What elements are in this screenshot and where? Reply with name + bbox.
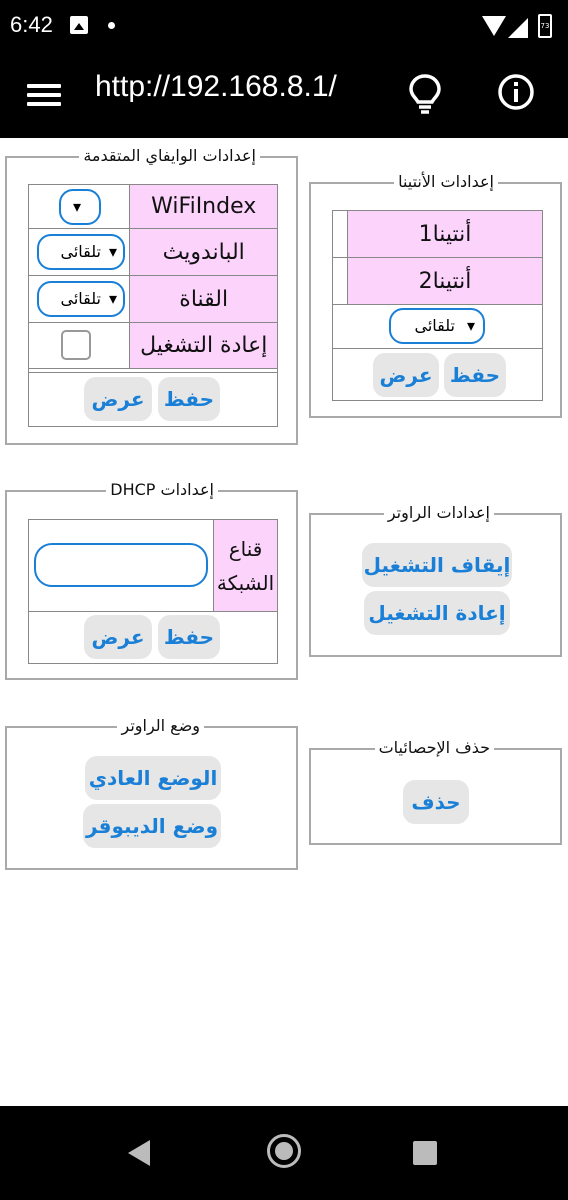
dhcp-save-button[interactable]: حفظ (158, 615, 220, 659)
wifi-actions-cell (29, 373, 278, 427)
antenna-settings-section (309, 172, 562, 418)
antenna-view-button[interactable]: عرض (373, 353, 439, 397)
subnet-mask-label: قناع الشبكة (214, 520, 278, 612)
wifiindex-label: WiFiIndex (130, 185, 278, 229)
battery-icon: 73 (538, 14, 552, 38)
dhcp-table (28, 519, 278, 664)
channel-select[interactable]: تلقائى ▾ (37, 281, 125, 317)
dhcp-settings-section (5, 480, 298, 680)
bandwidth-label: الباندويث (130, 229, 278, 276)
notification-dot-icon (108, 22, 115, 29)
antenna2-label: أنتينا2 (348, 258, 543, 305)
restart-label: إعادة التشغيل (130, 323, 278, 369)
wifi-settings-legend: إعدادات الوايفاي المتقدمة (79, 146, 260, 165)
home-icon[interactable] (267, 1134, 301, 1168)
router-stop-button[interactable]: إيقاف التشغيل (362, 543, 512, 587)
wifi-settings-table (28, 184, 278, 427)
antenna-table (332, 210, 543, 401)
page-url: http://192.168.8.1/ (95, 70, 337, 103)
menu-icon[interactable] (27, 78, 61, 112)
dhcp-settings-legend: إعدادات DHCP (106, 480, 218, 499)
status-time: 6:42 (10, 12, 53, 37)
wifi-settings-section (5, 146, 298, 445)
stats-legend: حذف الإحصائيات (375, 738, 494, 757)
channel-label: القناة (130, 276, 278, 323)
restart-checkbox[interactable] (61, 330, 91, 360)
subnet-input-cell (29, 520, 214, 612)
router-mode-section (5, 716, 298, 870)
wifi-save-button[interactable]: حفظ (158, 377, 220, 421)
image-notification-icon (70, 16, 88, 34)
router-settings-section (309, 503, 562, 657)
antenna-select[interactable]: تلقائى ▾ (389, 308, 485, 344)
antenna-select-cell (333, 305, 543, 349)
stats-section (309, 738, 562, 845)
antenna-select-value: تلقائى (414, 316, 455, 335)
antenna2-spacer (333, 258, 348, 305)
normal-mode-button[interactable]: الوضع العادي (85, 756, 221, 800)
dhcp-actions-cell (29, 612, 278, 664)
wifiindex-select-cell (29, 185, 130, 229)
delete-stats-button[interactable]: حذف (403, 780, 469, 824)
status-bar (0, 0, 568, 54)
dhcp-view-button[interactable]: عرض (84, 615, 152, 659)
wifi-icon (482, 16, 506, 36)
app-bar (0, 54, 568, 138)
channel-select-value: تلقائى (60, 289, 101, 308)
subnet-mask-input[interactable] (34, 543, 208, 587)
wifiindex-select[interactable]: ▾ (59, 189, 101, 225)
bandwidth-select-cell (29, 229, 130, 276)
lightbulb-icon[interactable] (405, 72, 445, 116)
bandwidth-select[interactable]: تلقائى ▾ (37, 234, 125, 270)
wifi-view-button[interactable]: عرض (84, 377, 152, 421)
channel-select-cell (29, 276, 130, 323)
antenna-settings-legend: إعدادات الأنتينا (394, 172, 498, 191)
bandwidth-select-value: تلقائى (60, 242, 101, 261)
recents-icon[interactable] (413, 1141, 437, 1165)
router-settings-legend: إعدادات الراوتر (384, 503, 494, 522)
navigation-bar (0, 1106, 568, 1200)
antenna-actions-cell (333, 349, 543, 401)
info-icon[interactable] (496, 72, 536, 112)
debug-mode-button[interactable]: وضع الديبوقر (83, 804, 221, 848)
antenna1-label: أنتينا1 (348, 211, 543, 258)
antenna-save-button[interactable]: حفظ (444, 353, 506, 397)
back-icon[interactable] (128, 1140, 150, 1166)
antenna1-spacer (333, 211, 348, 258)
router-restart-button[interactable]: إعادة التشغيل (364, 591, 510, 635)
restart-checkbox-cell (29, 323, 130, 369)
signal-icon (508, 18, 528, 38)
router-mode-legend: وضع الراوتر (117, 716, 204, 735)
